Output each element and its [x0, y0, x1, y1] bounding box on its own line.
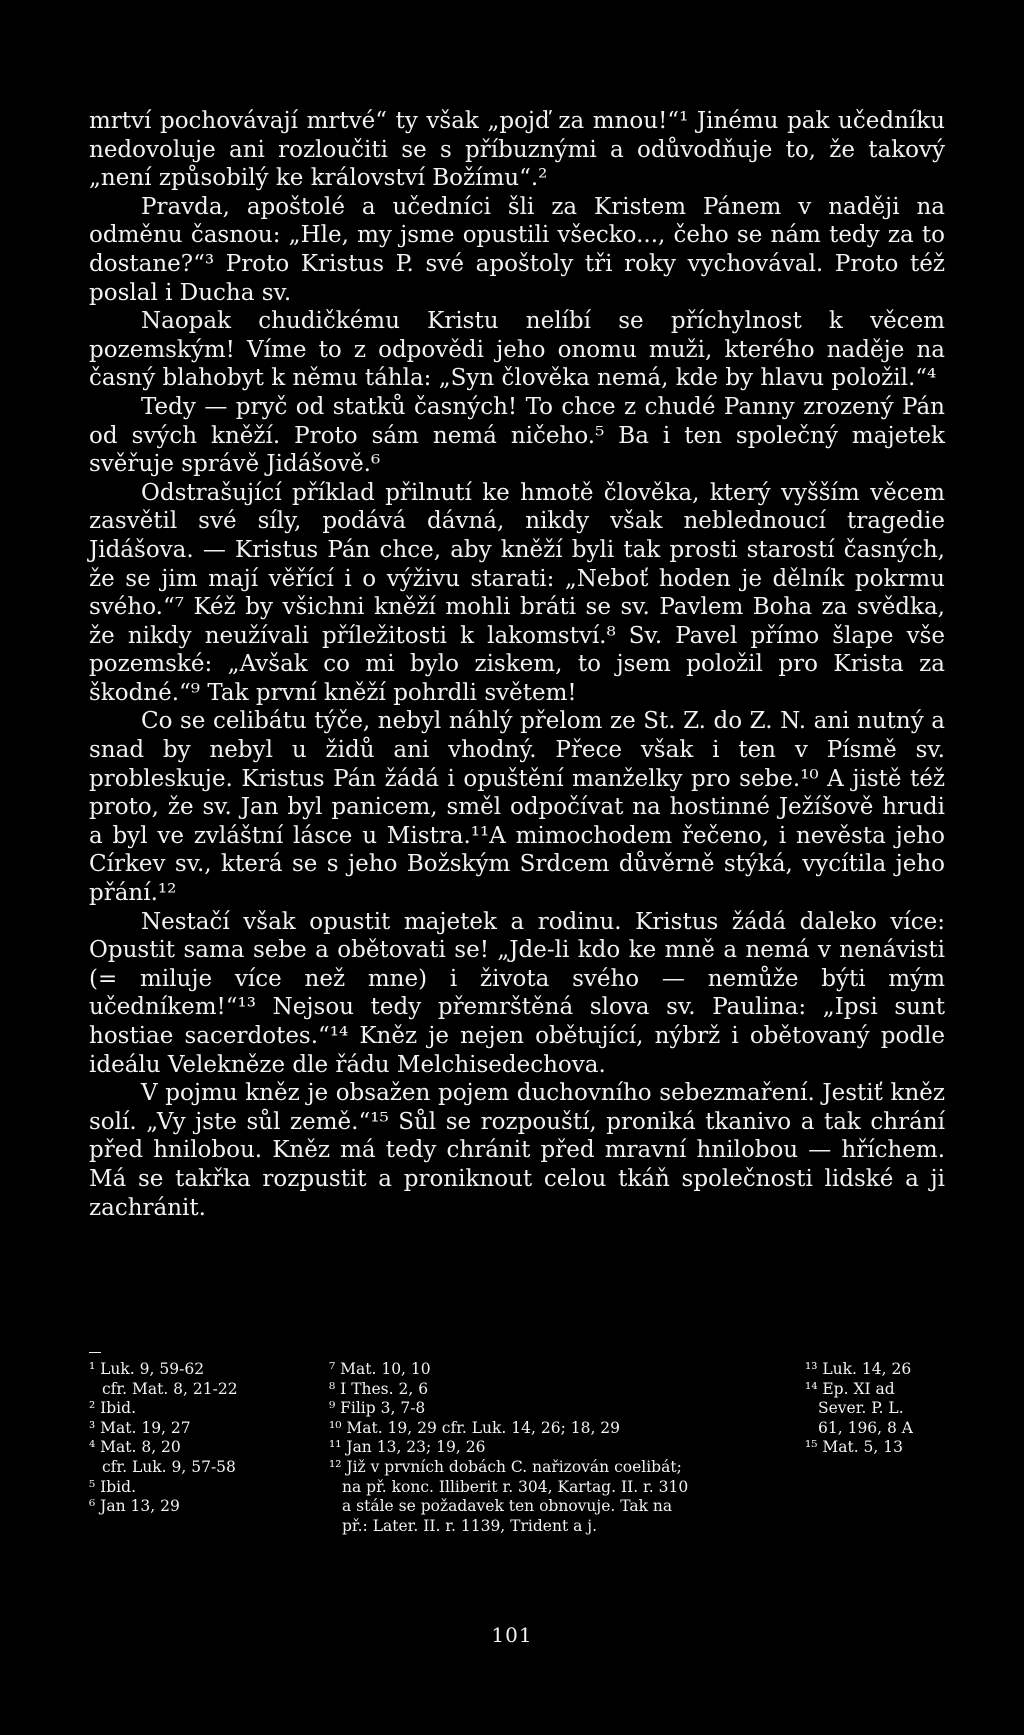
footnote-1: ¹ Luk. 9, 59-62	[89, 1360, 205, 1378]
footnote-14-continued-1: Sever. P. L.	[818, 1399, 904, 1418]
footnote-5: ⁵ Ibid.	[89, 1477, 136, 1496]
footnote-3: ³ Mat. 19, 27	[89, 1418, 191, 1437]
footnote-column-2	[329, 1360, 805, 1536]
page-number: 101	[491, 1623, 533, 1647]
footnote-12-continued-2: a stále se požadavek ten obnovuje. Tak na	[342, 1497, 673, 1516]
footnote-1-continued: cfr. Mat. 8, 21-22	[102, 1379, 238, 1398]
paragraph-7: Nestačí však opustit majetek a rodinu. Kristus žádá daleko více: Opustit sama sebe a obětovati se! „Jde-li kdo ke mně a nemá v nenávisti (= miluje více než mne) i života svého — nemůže býti mým učedníkem!“¹³ Nejsou tedy přemrštěná slova sv. Paulina: „Ipsi sunt hostiae sacerdotes.“¹⁴ Kněz je nejen obětující, nýbrž i obětovaný podle ideálu Velekněze dle řádu Melchisedechova.	[89, 908, 945, 1078]
footnote-11: ¹¹ Jan 13, 23; 19, 26	[329, 1438, 486, 1457]
paragraph-5: Odstrašující příklad přilnutí ke hmotě člověka, který vyšším věcem zasvětil své síly, podává dávná, nikdy však neblednoucí tragedie Jidášova. — Kristus Pán chce, aby kněží byli tak prosti starostí časných, že se jim mají věřící i o výživu starati: „Neboť hoden je dělník pokrmu svého.“⁷ Kéž by všichni kněží mohli bráti se sv. Pavlem Boha za svědka, že nikdy neužívali příležitosti k lakomství.⁸ Sv. Pavel přímo šlape vše pozemské: „Avšak co mi bylo ziskem, to jsem položil pro Krista za škodné.“⁹ Tak první kněží pohrdli světem!	[89, 479, 945, 706]
footnote-column-1	[89, 1360, 329, 1536]
footnote-8: ⁸ I Thes. 2, 6	[329, 1379, 429, 1398]
footnote-12-continued-1: na př. konc. Illiberit r. 304, Kartag. II. r. 310	[342, 1477, 689, 1496]
footnote-13: ¹³ Luk. 14, 26	[805, 1360, 912, 1378]
footnote-2: ² Ibid.	[89, 1399, 136, 1418]
paragraph-1: mrtví pochovávají mrtvé“ ty však „pojď za mnou!“¹ Jinému pak učedníku nedovoluje ani rozloučiti se s příbuznými a odůvodňuje to, že takový „není způsobilý ke království Božímu“.²	[89, 108, 945, 192]
footnote-14-continued-2: 61, 196, 8 A	[818, 1418, 913, 1437]
paragraph-3: Naopak chudičkému Kristu nelíbí se příchylnost k věcem pozemským! Víme to z odpovědi jeho onomu muži, kterého naděje na časný blahobyt k němu táhla: „Syn člověka nemá, kde by hlavu položil.“⁴	[89, 308, 945, 392]
paragraph-4: Tedy — pryč od statků časných! To chce z chudé Panny zrozený Pán od svých kněží. Proto sám nemá ničeho.⁵ Ba i ten společný majetek svěřuje správě Jidášově.⁶	[89, 393, 945, 478]
footnote-14: ¹⁴ Ep. XI ad	[805, 1379, 895, 1398]
footnote-4: ⁴ Mat. 8, 20	[89, 1438, 181, 1457]
footnote-15: ¹⁵ Mat. 5, 13	[805, 1438, 903, 1457]
footnote-12-continued-3: př.: Later. II. r. 1139, Trident a j.	[342, 1516, 598, 1535]
footnote-7: ⁷ Mat. 10, 10	[329, 1360, 431, 1378]
footnotes	[89, 1360, 945, 1536]
footnote-divider	[89, 1352, 101, 1353]
footnote-12: ¹² Již v prvních dobách C. nařizován coelibát;	[329, 1457, 682, 1476]
footnote-9: ⁹ Filip 3, 7-8	[329, 1399, 426, 1418]
main-text	[89, 107, 945, 1222]
paragraph-6: Co se celibátu týče, nebyl náhlý přelom ze St. Z. do Z. N. ani nutný a snad by nebyl u židů ani vhodný. Přece však i ten v Písmě sv. probleskuje. Kristus Pán žádá i opuštění manželky pro sebe.¹⁰ A jistě též proto, že sv. Jan byl panicem, směl odpočívat na hostinné Ježíšově hrudi a byl ve zvláštní lásce u Mistra.¹¹A mimochodem řečeno, i nevěsta jeho Církev sv., která se s jeho Božským Srdcem důvěrně stýká, vycítila jeho přání.¹²	[89, 708, 945, 907]
footnote-6: ⁶ Jan 13, 29	[89, 1497, 180, 1516]
footnote-column-3	[805, 1360, 945, 1536]
paragraph-8: V pojmu kněz je obsažen pojem duchovního sebezmaření. Jestiť kněz solí. „Vy jste sůl země.“¹⁵ Sůl se rozpouští, proniká tkanivo a tak chrání před hnilobou. Kněz má tedy chránit před mravní hnilobou — hříchem. Má se takřka rozpustit a proniknout celou tkáň společnosti lidské a ji zachránit.	[89, 1080, 945, 1221]
footnote-4-continued: cfr. Luk. 9, 57-58	[102, 1457, 236, 1476]
footnote-10: ¹⁰ Mat. 19, 29 cfr. Luk. 14, 26; 18, 29	[329, 1418, 621, 1437]
paragraph-2: Pravda, apoštolé a učedníci šli za Kristem Pánem v naději na odměnu časnou: „Hle, my jsme opustili všecko..., čeho se nám tedy za to dostane?“³ Proto Kristus P. své apoštoly tři roky vychovával. Proto též poslal i Ducha sv.	[89, 193, 945, 306]
